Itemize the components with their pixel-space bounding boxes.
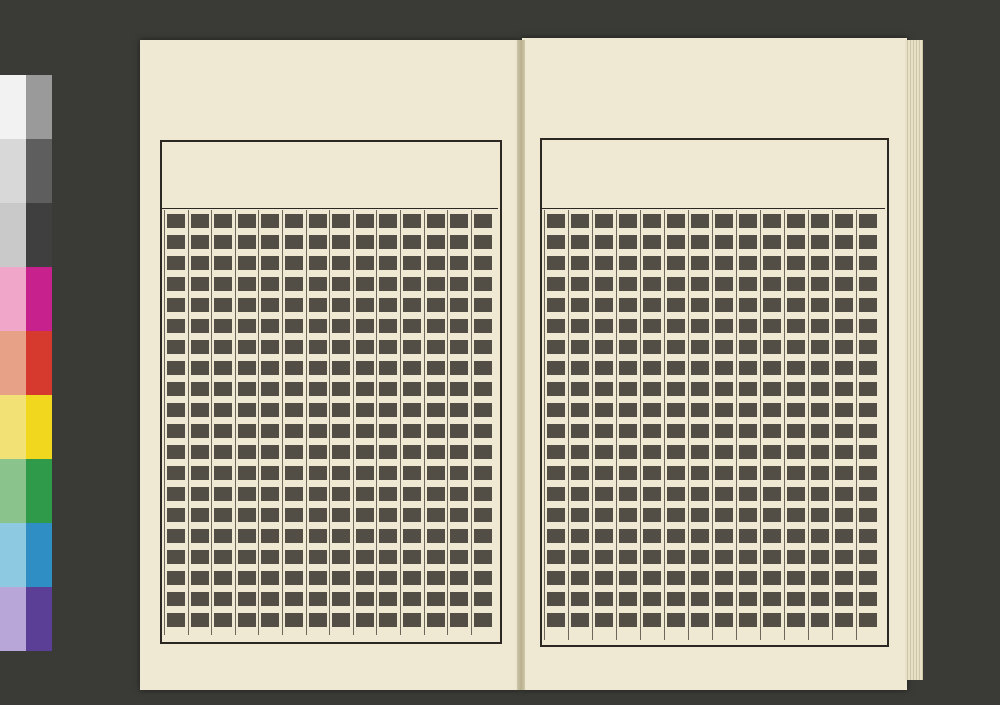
column-rule: [688, 210, 689, 640]
text-column: [667, 214, 685, 632]
column-rule: [353, 210, 354, 635]
column-rule: [376, 210, 377, 635]
text-column: [261, 214, 279, 627]
text-column: [811, 214, 829, 632]
column-rule: [235, 210, 236, 635]
left-header-band: [160, 140, 498, 209]
column-rule: [664, 210, 665, 640]
column-rule: [211, 210, 212, 635]
column-rule: [616, 210, 617, 640]
text-column: [238, 214, 256, 627]
text-column: [356, 214, 374, 627]
text-column: [763, 214, 781, 632]
book-spine: [517, 40, 525, 690]
color-swatch: [26, 587, 52, 651]
text-column: [214, 214, 232, 627]
text-column: [285, 214, 303, 627]
column-rule: [164, 210, 165, 635]
column-rule: [568, 210, 569, 640]
text-column: [715, 214, 733, 632]
column-rule: [832, 210, 833, 640]
column-rule: [640, 210, 641, 640]
text-column: [474, 214, 492, 627]
color-swatch: [0, 267, 26, 331]
column-rule: [760, 210, 761, 640]
text-column: [859, 214, 877, 632]
text-column: [643, 214, 661, 632]
color-swatch: [0, 139, 26, 203]
color-swatch: [0, 203, 26, 267]
color-swatch: [0, 523, 26, 587]
color-swatch: [26, 203, 52, 267]
column-rule: [447, 210, 448, 635]
column-rule: [424, 210, 425, 635]
text-column: [619, 214, 637, 632]
color-swatch: [0, 459, 26, 523]
text-column: [595, 214, 613, 632]
text-column: [427, 214, 445, 627]
color-swatch: [0, 395, 26, 459]
color-swatch: [0, 75, 26, 139]
color-swatch: [26, 267, 52, 331]
column-rule: [282, 210, 283, 635]
color-swatch: [26, 139, 52, 203]
column-rule: [188, 210, 189, 635]
color-swatch: [26, 395, 52, 459]
text-column: [835, 214, 853, 632]
text-column: [167, 214, 185, 627]
column-rule: [784, 210, 785, 640]
column-rule: [329, 210, 330, 635]
text-column: [379, 214, 397, 627]
column-rule: [258, 210, 259, 635]
text-column: [450, 214, 468, 627]
column-rule: [544, 210, 545, 640]
column-rule: [400, 210, 401, 635]
text-column: [571, 214, 589, 632]
text-column: [403, 214, 421, 627]
page-stack-edge: [905, 40, 923, 680]
text-column: [739, 214, 757, 632]
color-swatch: [0, 587, 26, 651]
color-swatch: [0, 331, 26, 395]
column-rule: [856, 210, 857, 640]
color-swatch: [26, 75, 52, 139]
color-swatch: [26, 459, 52, 523]
text-column: [787, 214, 805, 632]
color-calibration-strip: [0, 75, 52, 705]
column-rule: [471, 210, 472, 635]
column-rule: [808, 210, 809, 640]
text-column: [691, 214, 709, 632]
text-column: [191, 214, 209, 627]
column-rule: [736, 210, 737, 640]
text-column: [547, 214, 565, 632]
color-swatch: [26, 523, 52, 587]
color-swatch: [26, 331, 52, 395]
column-rule: [306, 210, 307, 635]
text-column: [309, 214, 327, 627]
right-header-band: [540, 138, 885, 209]
column-rule: [712, 210, 713, 640]
column-rule: [592, 210, 593, 640]
text-column: [332, 214, 350, 627]
